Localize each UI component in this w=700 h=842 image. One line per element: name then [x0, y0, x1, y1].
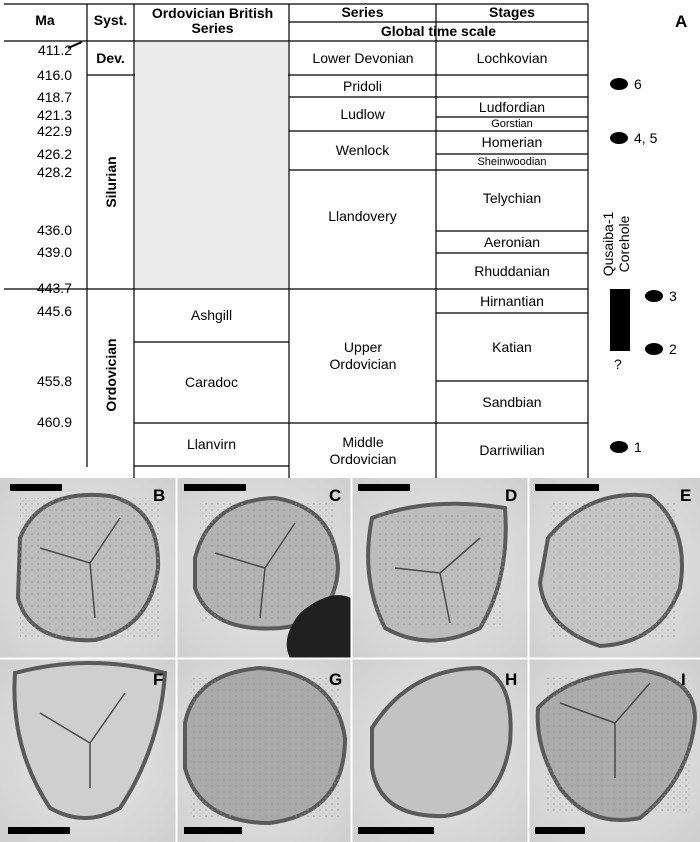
scale-bar	[10, 484, 62, 491]
header-british-series: Ordovician British Series	[151, 5, 274, 36]
series-pridoli: Pridoli	[343, 77, 382, 94]
core-label: Qusaiba-1 Corehole	[600, 211, 632, 277]
sample-marker	[645, 343, 663, 355]
header-series: Series	[341, 4, 384, 20]
age-label: 422.9	[36, 123, 72, 139]
age-label: 460.9	[36, 414, 72, 430]
panel-label-g: G	[329, 670, 343, 689]
age-label: 411.2	[38, 42, 72, 58]
sample-label: 3	[669, 288, 677, 304]
age-label: 428.2	[36, 164, 72, 180]
series-ludlow: Ludlow	[340, 105, 385, 122]
series-llandovery: Llandovery	[328, 207, 397, 224]
sample-label: 4, 5	[634, 130, 658, 146]
panel-label-i: I	[681, 670, 686, 689]
panel-label-e: E	[680, 486, 692, 505]
panel-label-b: B	[153, 486, 166, 505]
age-label: 436.0	[36, 222, 72, 238]
header-syst: Syst.	[93, 12, 128, 28]
scale-bar	[184, 827, 242, 834]
stage-gorstian: Gorstian	[491, 117, 533, 130]
stage-lochkovian: Lochkovian	[476, 50, 548, 66]
stage-telychian: Telychian	[482, 189, 542, 206]
age-label: 418.7	[36, 89, 72, 105]
scale-bar	[535, 484, 599, 491]
panel-label-d: D	[505, 486, 518, 505]
series-upper-ordovician: Upper Ordovician	[329, 339, 397, 372]
sample-marker	[610, 78, 628, 90]
core-question-mark: ?	[614, 356, 622, 372]
stage-rhuddanian: Rhuddanian	[474, 262, 550, 279]
scale-bar	[358, 484, 410, 491]
panel-label-a: A	[675, 12, 688, 31]
micrograph-grid	[0, 478, 700, 842]
age-label: 426.2	[36, 146, 72, 162]
series-lower-devonian: Lower Devonian	[312, 50, 414, 66]
micrograph-images	[0, 478, 700, 842]
shaded-area	[135, 42, 288, 288]
system-silurian: Silurian	[103, 156, 119, 208]
scale-bar	[184, 484, 246, 491]
stage-sheinwoodian: Sheinwoodian	[477, 155, 547, 168]
series-wenlock: Wenlock	[335, 142, 390, 158]
panel-label-c: C	[329, 486, 342, 505]
british-series-ashgill: Ashgill	[190, 307, 233, 323]
header-stages: Stages	[489, 4, 535, 20]
sample-marker	[645, 290, 663, 302]
sample-label: 2	[669, 341, 677, 357]
stage-aeronian: Aeronian	[483, 233, 541, 250]
sample-marker	[610, 132, 628, 144]
stage-ludfordian: Ludfordian	[478, 98, 546, 115]
stage-katian: Katian	[492, 338, 532, 355]
system-ordovician: Ordovician	[103, 338, 119, 412]
age-label: 455.8	[36, 373, 72, 389]
age-label: 445.6	[36, 303, 72, 319]
age-label: 421.3	[36, 107, 72, 123]
series-middle-ordovician: Middle Ordovician	[329, 433, 397, 467]
age-label: 439.0	[36, 244, 72, 260]
panel-label-h: H	[505, 670, 518, 689]
british-series-caradoc: Caradoc	[185, 374, 238, 390]
sample-label: 1	[634, 439, 642, 455]
age-label: 416.0	[36, 67, 72, 83]
core-interval-bar	[610, 289, 630, 351]
british-series-llanvirn: Llanvirn	[186, 436, 237, 452]
panel-label-f: F	[153, 670, 164, 689]
header-ma: Ma	[35, 12, 55, 28]
scale-bar	[358, 827, 434, 834]
header-global-time-scale: Global time scale	[380, 23, 497, 39]
stage-hirnantian: Hirnantian	[480, 292, 544, 309]
sample-label: 6	[634, 76, 642, 92]
sample-marker	[610, 441, 628, 453]
age-label: 443.7	[36, 280, 72, 296]
scale-bar	[535, 827, 585, 834]
scale-bar	[8, 827, 70, 834]
stage-darriwilian: Darriwilian	[479, 442, 545, 458]
stage-sandbian: Sandbian	[482, 393, 542, 410]
system-devonian: Dev.	[96, 50, 125, 66]
stage-homerian: Homerian	[481, 134, 543, 150]
